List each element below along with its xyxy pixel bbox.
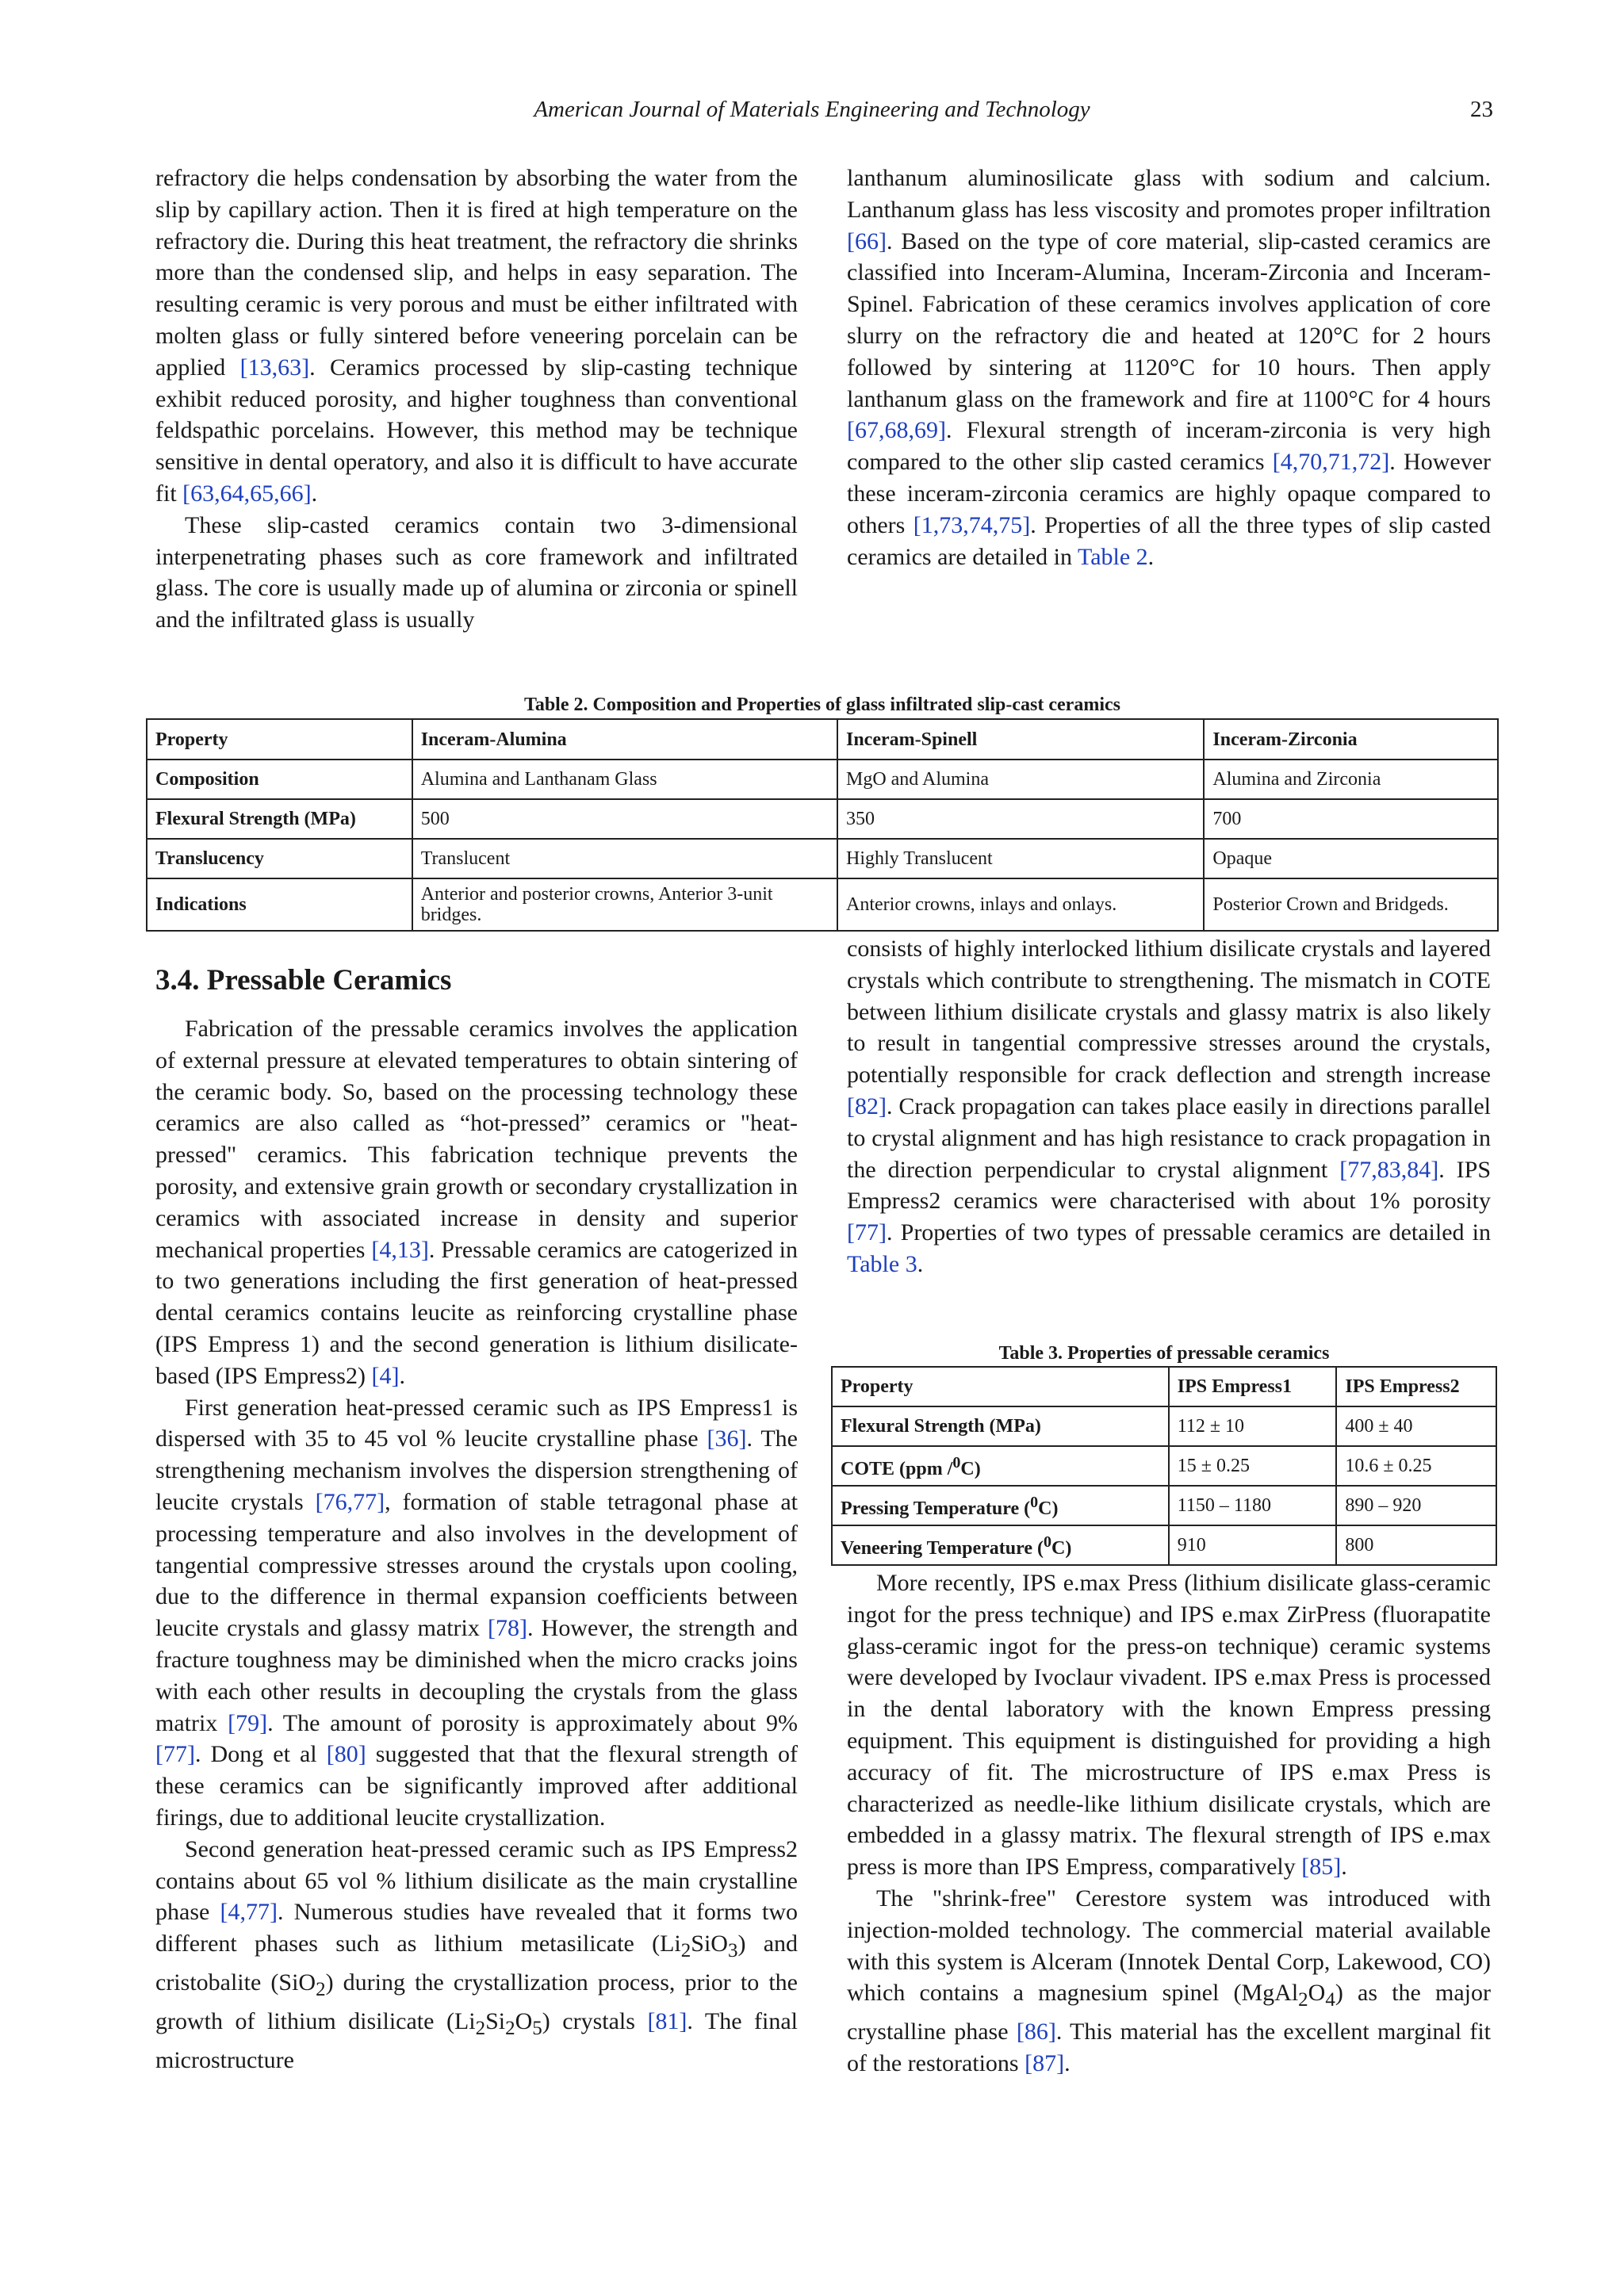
text-run: . Ceramics processed by slip-casting technique exhibit reduced porosity, and higher toughness than conventional feldspathic porcelains. However, this method may be technique sensitive in dental operatory, and also it is difficult to have accurate fit — [155, 354, 798, 507]
table-row — [147, 760, 1498, 799]
citation-link[interactable]: [86] — [1016, 2019, 1056, 2045]
subscript: 2 — [680, 1940, 691, 1962]
page-header — [0, 97, 1624, 128]
table-cell — [832, 1486, 1169, 1525]
citation-link[interactable]: [77] — [155, 1741, 195, 1768]
table-cell: MgO and Alumina — [837, 760, 1204, 799]
text-run: First generation heat-pressed ceramic such as IPS Empress1 is dispersed with 35 to 45 vol % leucite crystalline phase — [155, 1394, 798, 1452]
citation-link[interactable]: [77] — [847, 1219, 887, 1246]
text-run: ) during the crystallization process, prior to the growth of lithium disilicate (Li — [155, 1969, 798, 2034]
table-cell — [832, 1406, 1169, 1446]
table-header-cell: Property — [147, 719, 412, 760]
table-header-cell: Inceram-Zirconia — [1204, 719, 1498, 760]
paragraph — [847, 163, 1491, 572]
superscript: 0 — [1030, 1494, 1039, 1511]
table-cell: Opaque — [1204, 839, 1498, 878]
paragraph — [847, 933, 1491, 1280]
table-header-cell: Property — [832, 1367, 1169, 1406]
table-cell: 1150 – 1180 — [1169, 1486, 1337, 1525]
text-run: . Based on the type of core material, slip-casted ceramics are classified into Inceram-Alumina, Inceram-Zirconia and Inceram-Spinel. Fabrication of these ceramics involves application of core slurry on the refractory die and heated at 120°C for 2 hours followed by sintering at 1120°C for 10 hours. Then apply lanthanum glass on the framework and fire at 1100°C for 4 hours — [847, 228, 1491, 412]
citation-link[interactable]: [67,68,69] — [847, 417, 946, 444]
paragraph — [155, 163, 798, 510]
text-run: Second generation heat-pressed ceramic such as IPS Empress2 contains about 65 vol % lithium disilicate as the main crystalline phase — [155, 1835, 798, 1926]
text-run: SiO — [691, 1931, 728, 1957]
citation-link[interactable]: [13,63] — [239, 354, 310, 381]
table-row — [147, 878, 1498, 931]
table-row — [147, 839, 1498, 878]
table-cell: Alumina and Zirconia — [1204, 760, 1498, 799]
table-cell: 112 ± 10 — [1169, 1406, 1337, 1446]
text-run: ) crystals — [542, 2007, 648, 2034]
text-run: . — [311, 480, 318, 507]
subscript: 3 — [727, 1940, 738, 1962]
citation-link[interactable]: [77,83,84] — [1339, 1156, 1439, 1183]
subscript: 2 — [475, 2017, 486, 2039]
table-cell: 500 — [412, 799, 837, 839]
table-header-cell: Inceram-Alumina — [412, 719, 837, 760]
text-run: Si — [485, 2007, 506, 2034]
text-run: O — [1308, 1980, 1326, 2007]
table-cell: 890 – 920 — [1336, 1486, 1496, 1525]
table-cell: 400 ± 40 — [1336, 1406, 1496, 1446]
top-right-column — [847, 163, 1491, 572]
citation-link[interactable]: [4,70,71,72] — [1272, 449, 1390, 476]
paragraph — [155, 1013, 798, 1392]
text-run: Fabrication of the pressable ceramics involves the application of external pressure at elevated temperatures to obtain sintering of the ceramic body. So, based on the processing technology these ceramics are also called as “hot-pressed” ceramics or "heat-pressed" ceramics. This fabrication technique prevents the porosity, and extensive grain growth or secondary crystallization in ceramics with associated increase in density and superior mechanical properties — [155, 1016, 798, 1263]
table-cell: Alumina and Lanthanam Glass — [412, 760, 837, 799]
text-run: . Properties of all the three types of slip casted ceramics are detailed in — [847, 511, 1491, 570]
table-reference-link[interactable]: Table 2 — [1077, 543, 1148, 570]
table-cell: Composition — [147, 760, 412, 799]
table-row — [832, 1446, 1496, 1486]
text-run: . The amount of porosity is approximately about 9% — [267, 1709, 798, 1736]
text-run: The "shrink-free" Cerestore system was introduced with injection-molded technology. The commercial material available with this system is Alceram (Innotek Dental Corp, Lakewood, CO) which contains a magnesium spinel (MgAl — [847, 1885, 1491, 2007]
text-run: , formation of stable tetragonal phase at processing temperature and also involves in the development of tangential compressive stresses around the crystals upon cooling, due to the difference in thermal expansion coefficients between leucite crystals and glassy matrix — [155, 1488, 798, 1642]
citation-link[interactable]: [76,77] — [315, 1488, 385, 1515]
citation-link[interactable]: [66] — [847, 228, 887, 254]
table-cell: Translucent — [412, 839, 837, 878]
table-cell: 350 — [837, 799, 1204, 839]
citation-link[interactable]: [4,13] — [371, 1236, 429, 1263]
table-cell: 10.6 ± 0.25 — [1336, 1446, 1496, 1486]
citation-link[interactable]: [85] — [1301, 1854, 1342, 1881]
table-header-cell: IPS Empress2 — [1336, 1367, 1496, 1406]
bottom-right-column-top — [847, 933, 1491, 1280]
text-run: . Numerous studies have revealed that it forms two different phases such as lithium metasilicate (Li — [155, 1899, 798, 1957]
citation-link[interactable]: [36] — [707, 1425, 747, 1452]
top-left-column — [155, 163, 798, 636]
bottom-right-column-bottom — [847, 1567, 1491, 2080]
bottom-left-column — [155, 1013, 798, 2076]
citation-link[interactable]: [79] — [228, 1709, 268, 1736]
table-cell: 700 — [1204, 799, 1498, 839]
text-run: . However, the strength and fracture toughness may be diminished when the micro cracks joins with each other results in decoupling the crystals from the glass matrix — [155, 1615, 798, 1736]
table-row — [832, 1486, 1496, 1525]
table-cell: Flexural Strength (MPa) — [147, 799, 412, 839]
text-run: . The strengthening mechanism involves the dispersion strengthening of leucite crystals — [155, 1425, 798, 1515]
table-header-row — [832, 1367, 1496, 1406]
text-run: suggested that that the flexural strength of these ceramics can be significantly improved after additional firings, due to additional leucite crystallization. — [155, 1741, 799, 1831]
table-cell: Indications — [147, 878, 412, 931]
text-run: consists of highly interlocked lithium disilicate crystals and layered crystals which contribute to strengthening. The mismatch in COTE between lithium disilicate crystals and glassy matrix is also likely to result in tangential compressive stresses around the crystals, potentially responsible for crack deflection and strength increase — [847, 936, 1491, 1089]
table-2-caption: Table 2. Composition and Properties of glass infiltrated slip-cast ceramics — [524, 695, 1120, 715]
paragraph — [155, 510, 798, 636]
table-cell: Translucency — [147, 839, 412, 878]
citation-link[interactable]: [63,64,65,66] — [182, 480, 312, 507]
table-cell: 15 ± 0.25 — [1169, 1446, 1337, 1486]
table-2 — [146, 718, 1499, 932]
text-run: These slip-casted ceramics contain two 3-dimensional interpenetrating phases such as core framework and infiltrated glass. The core is usually made up of alumina or zirconia or spinell and the infiltrated glass is usually — [155, 511, 798, 633]
table-cell: 910 — [1169, 1525, 1337, 1565]
text-run: refractory die helps condensation by absorbing the water from the slip by capillary action. Then it is fired at high temperature on the refractory die. During this heat treatment, the refractory die shrinks more than the condensed slip, and helps in easy separation. The resulting ceramic is very porous and must be either infiltrated with molten glass or fully sintered before veneering porcelain can be applied — [155, 165, 798, 381]
page-number: 23 — [1470, 97, 1493, 122]
table-cell: Anterior and posterior crowns, Anterior 3-unit bridges. — [412, 878, 837, 931]
citation-link[interactable]: [80] — [326, 1741, 366, 1768]
citation-link[interactable]: [4,77] — [220, 1899, 278, 1926]
text-run: Flexural Strength (MPa) — [841, 1416, 1041, 1437]
superscript: 0 — [1043, 1533, 1051, 1551]
text-run: . The final microstructure — [155, 2007, 798, 2073]
citation-link[interactable]: [78] — [488, 1615, 527, 1642]
table-header-row — [147, 719, 1498, 760]
text-run: . — [1064, 2049, 1071, 2076]
text-run: lanthanum aluminosilicate glass with sodium and calcium. Lanthanum glass has less viscosity and promotes proper infiltration — [847, 165, 1491, 223]
text-run: . — [399, 1362, 405, 1389]
text-run: . Properties of two types of pressable ceramics are detailed in — [886, 1219, 1491, 1246]
text-run: . Dong et al — [194, 1741, 327, 1768]
text-run: . This material has the excellent marginal fit of the restorations — [847, 2019, 1491, 2076]
text-run: Veneering Temperature ( — [841, 1538, 1044, 1559]
text-run: . Pressable ceramics are catogerized in to two generations including the first generation of heat-pressed dental ceramics contains leucite as reinforcing crystalline phase (IPS Empress 1) and the second generation is lithium disilicate-based (IPS Empress2) — [155, 1236, 798, 1389]
table-reference-link[interactable]: Table 3 — [847, 1250, 917, 1277]
table-3-caption: Table 3. Properties of pressable ceramics — [998, 1343, 1330, 1364]
table-cell: 800 — [1336, 1525, 1496, 1565]
text-run: . Flexural strength of inceram-zirconia is very high compared to the other slip casted ceramics — [847, 417, 1491, 476]
citation-link[interactable]: [82] — [847, 1093, 887, 1119]
table-row — [832, 1406, 1496, 1446]
text-run: O — [515, 2007, 533, 2034]
table-cell: Posterior Crown and Bridgeds. — [1204, 878, 1498, 931]
subscript: 4 — [1325, 1989, 1335, 2011]
paragraph — [847, 1567, 1491, 1883]
citation-link[interactable]: [81] — [647, 2007, 688, 2034]
text-run: C) — [1051, 1538, 1072, 1559]
table-row — [832, 1525, 1496, 1565]
citation-link[interactable]: [4] — [371, 1362, 400, 1389]
text-run: C) — [960, 1459, 981, 1479]
subscript: 2 — [505, 2017, 515, 2039]
subscript: 2 — [1298, 1989, 1308, 2011]
subscript: 2 — [316, 1978, 326, 2000]
table-row — [147, 799, 1498, 839]
citation-link[interactable]: [87] — [1025, 2049, 1065, 2076]
paragraph — [155, 1834, 798, 2076]
text-run: . — [1341, 1854, 1347, 1881]
journal-title: American Journal of Materials Engineering and Technology — [534, 97, 1090, 122]
text-run: . — [1147, 543, 1155, 570]
paragraph — [847, 1883, 1491, 2080]
table-header-cell: IPS Empress1 — [1169, 1367, 1337, 1406]
text-run: ) as the major crystalline phase — [847, 1980, 1492, 2045]
table-cell: Highly Translucent — [837, 839, 1204, 878]
text-run: . Crack propagation can takes place easily in directions parallel to crystal alignment and has high resistance to crack propagation in the direction perpendicular to crystal alignment — [847, 1093, 1491, 1183]
text-run: COTE (ppm / — [841, 1459, 953, 1479]
text-run: . However these inceram-zirconia ceramics are highly opaque compared to others — [847, 449, 1491, 538]
table-3 — [831, 1366, 1497, 1566]
table-cell — [832, 1446, 1169, 1486]
text-run: C) — [1038, 1498, 1059, 1519]
table-cell — [832, 1525, 1169, 1565]
table-header-cell: Inceram-Spinell — [837, 719, 1204, 760]
paragraph — [155, 1392, 798, 1834]
citation-link[interactable]: [1,73,74,75] — [913, 511, 1031, 538]
text-run: Pressing Temperature ( — [841, 1498, 1031, 1519]
text-run: More recently, IPS e.max Press (lithium disilicate glass-ceramic ingot for the press technique) and IPS e.max ZirPress (fluorapatite glass-ceramic ingot for the press-on technique) ceramic systems were developed by Ivoclaur vivadent. IPS e.max Press is processed in the dental laboratory with the known Empress pressing equipment. This equipment is distinguished for providing a high accuracy of fit. The microstructure of IPS e.max Press is characterized as needle-like lithium disilicate crystals, which are embedded in a glassy matrix. The flexural strength of IPS e.max press is more than IPS Empress, comparatively — [847, 1570, 1491, 1881]
text-run: ) and cristobalite (SiO — [155, 1931, 799, 1996]
text-run: . — [917, 1250, 924, 1277]
subscript: 5 — [532, 2017, 542, 2039]
text-run: . IPS Empress2 ceramics were characterised with about 1% porosity — [847, 1156, 1492, 1215]
section-heading: 3.4. Pressable Ceramics — [155, 964, 452, 997]
table-cell: Anterior crowns, inlays and onlays. — [837, 878, 1204, 931]
superscript: 0 — [952, 1454, 961, 1471]
